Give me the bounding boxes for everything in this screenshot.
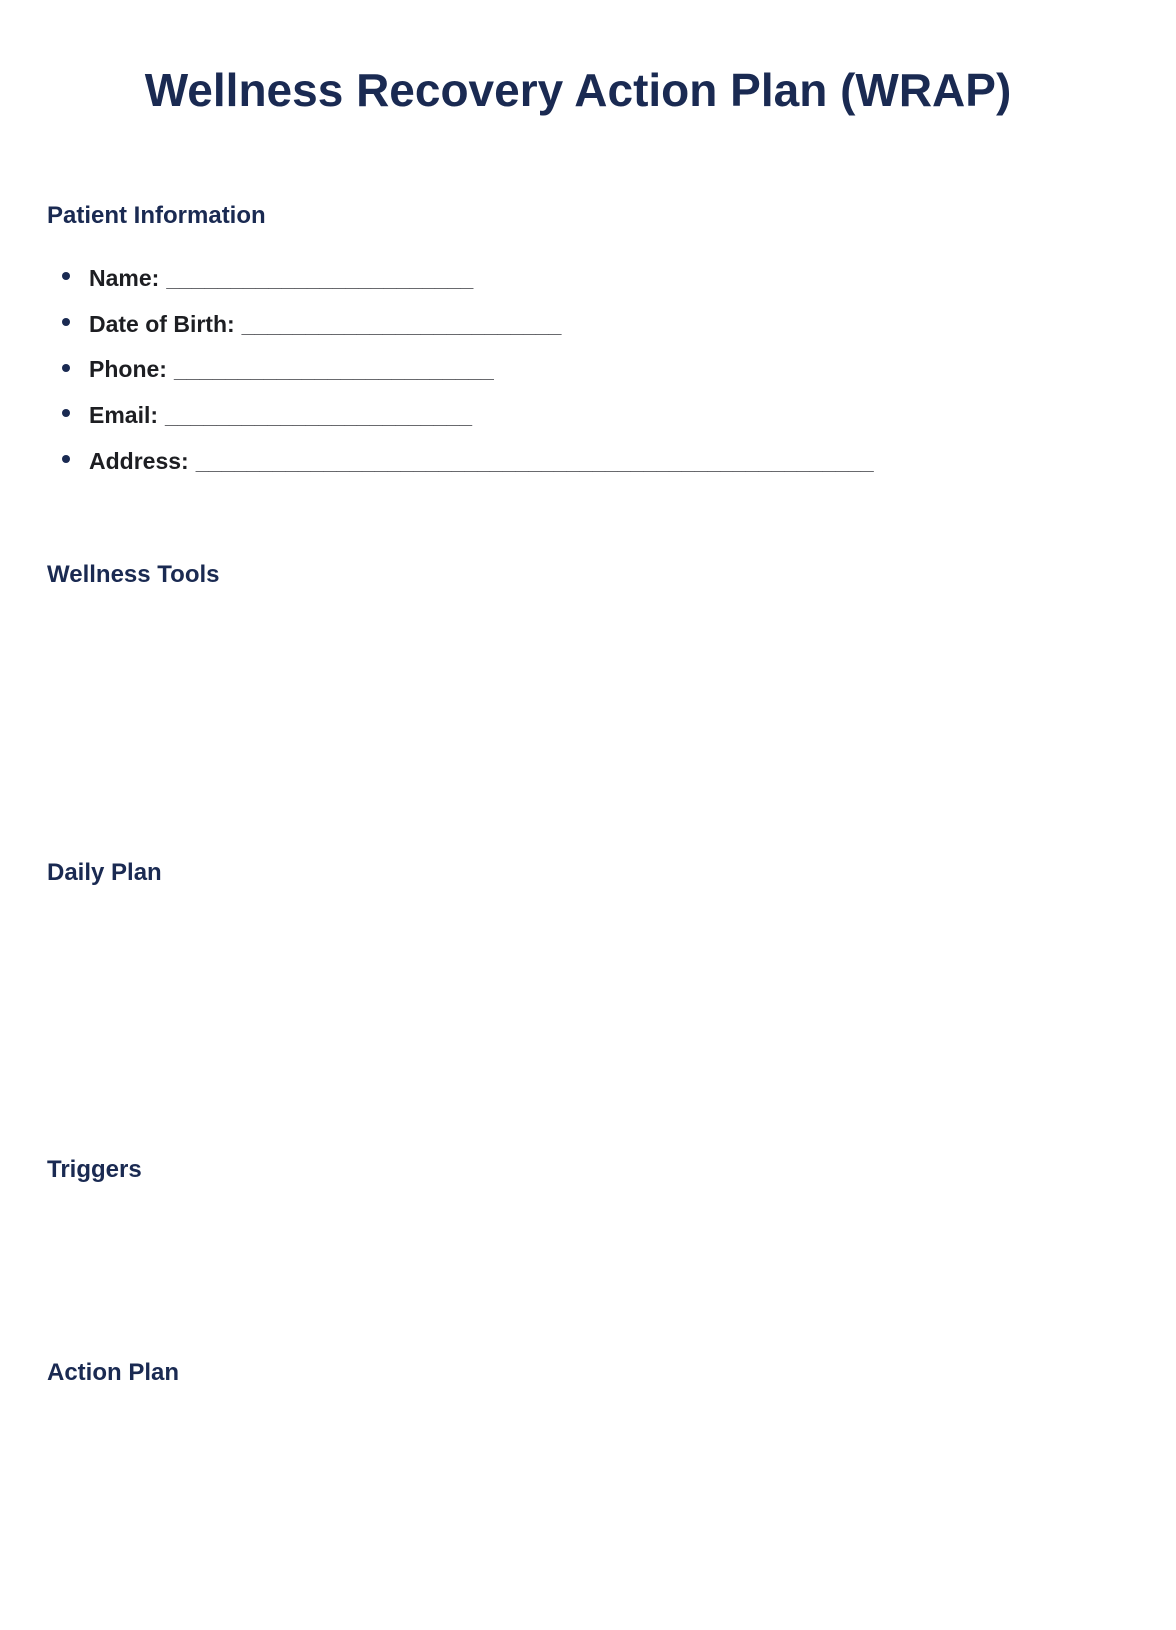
field-text [89, 310, 561, 338]
section-heading-daily-plan: Daily Plan [47, 859, 162, 886]
date-of-birth-field-label: Date of Birth: [89, 310, 235, 337]
email-fill-line: ________________________ [165, 401, 473, 428]
bullet-icon [62, 318, 70, 326]
bullet-icon [62, 364, 70, 372]
field-text [89, 264, 473, 292]
field-text [89, 355, 494, 383]
address-fill-line: _____________________________________________________ [195, 447, 874, 474]
field-row-date-of-birth [62, 301, 874, 347]
field-row-phone [62, 346, 874, 392]
bullet-icon [62, 409, 70, 417]
field-row-email [62, 392, 874, 438]
phone-field-label: Phone: [89, 356, 167, 383]
bullet-icon [62, 455, 70, 463]
section-heading-triggers: Triggers [47, 1156, 142, 1183]
page-title: Wellness Recovery Action Plan (WRAP) [144, 64, 1012, 116]
bullet-icon [62, 272, 70, 280]
name-field-label: Name: [89, 264, 160, 291]
field-text [89, 401, 472, 429]
date-of-birth-fill-line: _________________________ [241, 310, 562, 337]
section-heading-action-plan: Action Plan [47, 1359, 180, 1386]
name-fill-line: ________________________ [166, 264, 474, 291]
phone-fill-line: _________________________ [173, 356, 494, 383]
address-field-label: Address: [89, 447, 189, 474]
field-row-address [62, 438, 874, 484]
email-field-label: Email: [89, 401, 159, 428]
patient-info-list [62, 255, 874, 483]
field-text [89, 447, 874, 475]
field-row-name [62, 255, 874, 301]
section-heading-wellness-tools: Wellness Tools [47, 561, 220, 588]
section-heading-patient-information: Patient Information [47, 202, 266, 229]
